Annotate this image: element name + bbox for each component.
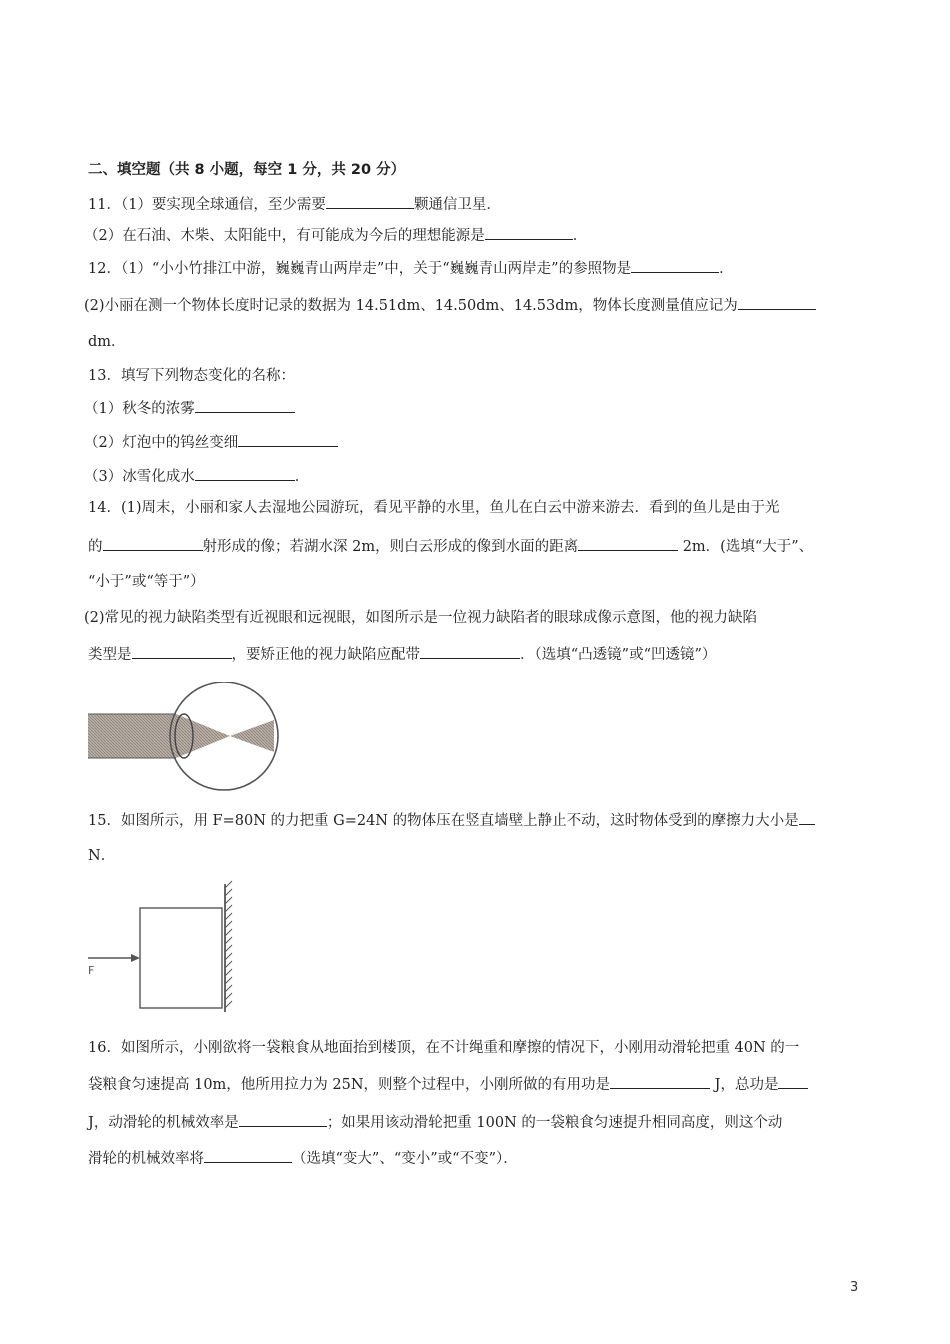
q13-item-2: （2）灯泡中的钨丝变细: [84, 432, 338, 453]
answer-blank: [195, 398, 295, 413]
block: [140, 908, 222, 1008]
page-number: 3: [850, 1280, 859, 1295]
answer-blank: [610, 1074, 710, 1089]
light-beam: [88, 714, 176, 758]
answer-blank: [195, 466, 295, 481]
answer-blank: [103, 536, 203, 551]
answer-blank: [578, 536, 678, 551]
q13-item-1: （1）秋冬的浓雾: [84, 398, 295, 419]
answer-blank: [204, 1148, 292, 1163]
q12-line-3: dm．: [88, 334, 126, 350]
q14-line-3: “小于”或“等于”）: [88, 574, 205, 590]
force-label: F: [88, 964, 95, 977]
diverging-light: [230, 720, 274, 752]
q13-title: 13．填写下列物态变化的名称：: [88, 368, 295, 384]
q13-item-3: （3）冰雪化成水 ．: [84, 466, 309, 487]
q11-line-2: （2）在石油、木柴、太阳能中，有可能成为今后的理想能源是 ．: [84, 225, 587, 246]
answer-blank: [420, 644, 520, 659]
q15-line-2: N．: [88, 848, 116, 864]
answer-blank: [239, 1112, 327, 1127]
answer-blank: [326, 194, 414, 209]
q14-line-2: 的 射形成的像；若湖水深 2m，则白云形成的像到水面的距离 2m．(选填“大于”、: [88, 536, 813, 557]
force-arrowhead: [131, 954, 140, 962]
eye-diagram: [88, 682, 288, 792]
answer-blank: [631, 258, 719, 273]
answer-blank: [778, 1074, 808, 1089]
answer-blank: [738, 295, 816, 310]
answer-blank: [799, 810, 815, 825]
q12-line-2: (2)小丽在测一个物体长度时记录的数据为 14.51dm、14.50dm、14.53dm，物体长度测量值应记为: [84, 295, 816, 316]
q15-line-1: 15．如图所示，用 F=80N 的力把重 G=24N 的物体压在竖直墙壁上静止不动，这时物体受到的摩擦力大小是: [88, 810, 815, 831]
q16-line-1: 16．如图所示，小刚欲将一袋粮食从地面抬到楼顶，在不计绳重和摩擦的情况下，小刚用动滑轮把重 40N 的一: [88, 1040, 800, 1056]
q14-line-1: 14．(1)周末，小丽和家人去湿地公园游玩，看见平静的水里，鱼儿在白云中游来游去．看到的鱼儿是由于光: [88, 500, 780, 516]
answer-blank: [485, 225, 573, 240]
q12-line-1: 12．（1）“小小竹排江中游，巍巍青山两岸走”中，关于“巍巍青山两岸走”的参照物是 ．: [88, 258, 734, 279]
answer-blank: [238, 432, 338, 447]
q14-line-5: 类型是 ，要矫正他的视力缺陷应配带 ．（选填“凸透镜”或“凹透镜”）: [88, 644, 716, 665]
q16-line-4: 滑轮的机械效率将 （选填“变大”、“变小”或“不变”）．: [88, 1148, 518, 1169]
q11-line-1: 11．（1）要实现全球通信，至少需要 颗通信卫星．: [88, 194, 501, 215]
q14-line-4: (2)常见的视力缺陷类型有近视眼和远视眼，如图所示是一位视力缺陷者的眼球成像示意图，他的视力缺陷: [84, 610, 758, 626]
q16-line-2: 袋粮食匀速提高 10m，他所用拉力为 25N，则整个过程中，小刚所做的有用功是 J，总功是: [88, 1074, 808, 1095]
section-heading: 二、填空题（共 8 小题，每空 1 分，共 20 分）: [88, 162, 406, 178]
q16-line-3: J，动滑轮的机械效率是 ；如果用该动滑轮把重 100N 的一袋粮食匀速提升相同高度，则这个动: [88, 1112, 782, 1133]
block-wall-diagram: [86, 880, 246, 1020]
converging-light: [176, 714, 230, 758]
answer-blank: [132, 644, 232, 659]
